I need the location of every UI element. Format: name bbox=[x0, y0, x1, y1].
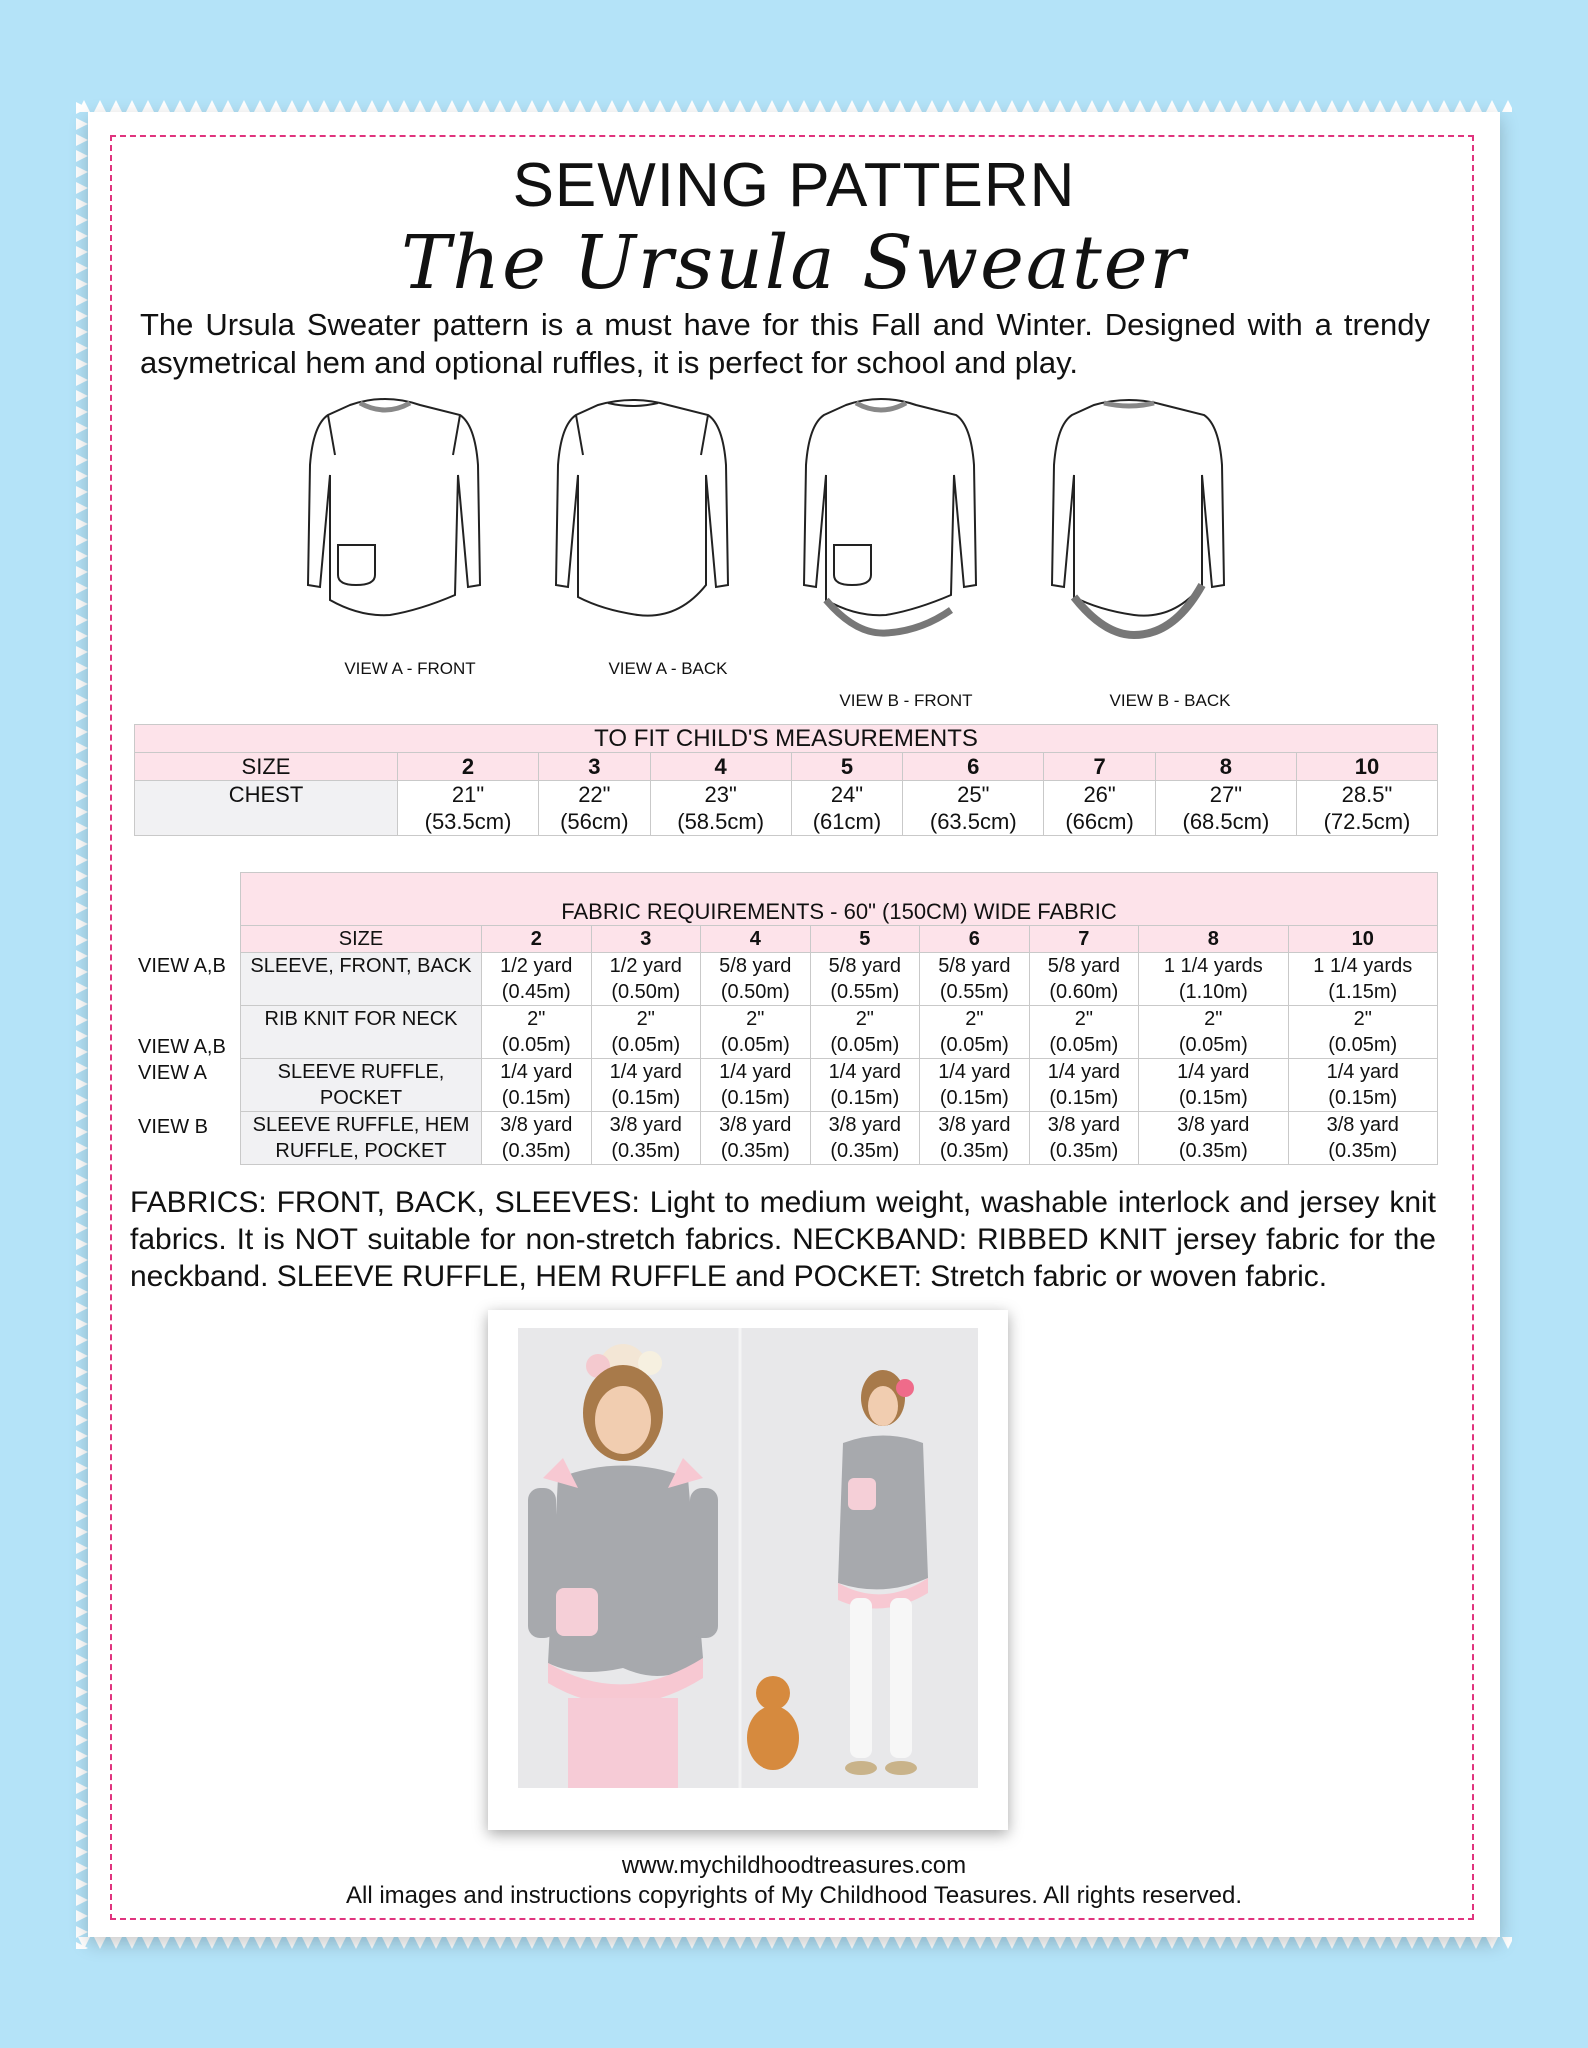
size-cell: 8 bbox=[1219, 754, 1233, 779]
chest-in: 26" bbox=[1083, 782, 1116, 807]
chest-in: 27" bbox=[1209, 782, 1243, 807]
product-photo bbox=[518, 1328, 978, 1788]
yard-value: 2" bbox=[636, 1008, 655, 1030]
yard-value: 1/4 yard bbox=[828, 1061, 901, 1083]
fabric-row bbox=[241, 1059, 1438, 1112]
metric-value: (0.50m) bbox=[720, 981, 790, 1003]
metric-value: (0.05m) bbox=[830, 1034, 900, 1056]
size-cell: 5 bbox=[840, 754, 854, 779]
sketch-view-b-back bbox=[1052, 400, 1224, 635]
yard-value: 2" bbox=[527, 1008, 546, 1030]
yard-value: 5/8 yard bbox=[719, 955, 792, 977]
yard-value: 5/8 yard bbox=[1047, 955, 1120, 977]
sketch-view-a-front bbox=[308, 399, 480, 615]
copyright-text: All images and instructions copyrights of My Childhood Teasures. All rights reserved. bbox=[346, 1882, 1242, 1909]
yard-value: 3/8 yard bbox=[1047, 1114, 1120, 1136]
yard-value: 1/4 yard bbox=[719, 1061, 792, 1083]
size-cell: 10 bbox=[1351, 928, 1374, 950]
metric-value: (1.10m) bbox=[1178, 981, 1248, 1003]
chest-cm: (66cm) bbox=[1065, 809, 1134, 834]
row-label-2: RUFFLE, POCKET bbox=[275, 1140, 447, 1162]
pattern-name: The Ursula Sweater bbox=[401, 220, 1187, 306]
chest-label: CHEST bbox=[135, 781, 398, 836]
sweater-sketches bbox=[280, 385, 1320, 655]
metric-value: (0.05m) bbox=[611, 1034, 681, 1056]
metric-value: (0.35m) bbox=[720, 1140, 790, 1162]
size-cell: 8 bbox=[1207, 928, 1219, 950]
yard-value: 2" bbox=[855, 1008, 874, 1030]
measurements-header: TO FIT CHILD'S MEASUREMENTS bbox=[135, 725, 1438, 753]
chest-in: 21" bbox=[451, 782, 485, 807]
size-cell: 3 bbox=[640, 928, 652, 950]
metric-value: (0.05m) bbox=[1178, 1034, 1248, 1056]
yard-value: 2" bbox=[1204, 1008, 1223, 1030]
metric-value: (0.05m) bbox=[939, 1034, 1009, 1056]
size-cell: 6 bbox=[967, 754, 980, 779]
size-cell: 2 bbox=[530, 928, 542, 950]
fabric-requirements-table bbox=[240, 872, 1438, 1165]
metric-value: (0.15m) bbox=[1328, 1087, 1398, 1109]
yard-value: 1/4 yard bbox=[1326, 1061, 1399, 1083]
fabric-row bbox=[241, 1112, 1438, 1165]
yard-value: 1/2 yard bbox=[500, 955, 573, 977]
size-cell: 7 bbox=[1078, 928, 1090, 950]
metric-value: (0.15m) bbox=[939, 1087, 1009, 1109]
view-label: VIEW B - BACK bbox=[1109, 691, 1231, 710]
view-tag: VIEW A,B bbox=[138, 955, 226, 977]
metric-value: (0.35m) bbox=[1178, 1140, 1248, 1162]
size-cell: 2 bbox=[461, 754, 475, 779]
yard-value: 2" bbox=[1074, 1008, 1093, 1030]
yard-value: 1 1/4 yards bbox=[1313, 955, 1413, 977]
size-cell: 5 bbox=[859, 928, 871, 950]
metric-value: (0.15m) bbox=[611, 1087, 681, 1109]
yard-value: 1/4 yard bbox=[500, 1061, 573, 1083]
metric-value: (0.15m) bbox=[830, 1087, 900, 1109]
fabric-row bbox=[241, 1006, 1438, 1059]
metric-value: (0.35m) bbox=[1049, 1140, 1119, 1162]
yard-value: 3/8 yard bbox=[609, 1114, 682, 1136]
chest-cm: (58.5cm) bbox=[677, 809, 765, 834]
size-cell: 3 bbox=[588, 754, 601, 779]
fabrics-note: FABRICS: FRONT, BACK, SLEEVES: Light to medium weight, washable interlock and jersey knit fabrics. It is NOT suitable for non-stretch fabrics. NECKBAND: RIBBED KNIT jersey fabric for the neckband. SLEEVE RUFFLE, HEM RUFFLE and POCKET: Stretch fabric or woven fabric. bbox=[130, 1186, 1436, 1293]
chest-in: 28.5" bbox=[1341, 782, 1393, 807]
size-label: SIZE bbox=[135, 753, 398, 781]
metric-value: (0.50m) bbox=[611, 981, 681, 1003]
row-label: SLEEVE RUFFLE, POCKET bbox=[277, 1061, 445, 1109]
yard-value: 3/8 yard bbox=[828, 1114, 901, 1136]
yard-value: 5/8 yard bbox=[828, 955, 901, 977]
view-label: VIEW B - FRONT bbox=[839, 691, 973, 710]
yard-value: 3/8 yard bbox=[500, 1114, 573, 1136]
metric-value: (0.15m) bbox=[1049, 1087, 1119, 1109]
metric-value: (1.15m) bbox=[1328, 981, 1398, 1003]
website-link[interactable]: www.mychildhoodtreasures.com bbox=[621, 1852, 967, 1879]
yard-value: 1 1/4 yards bbox=[1163, 955, 1263, 977]
metric-value: (0.05m) bbox=[501, 1034, 571, 1056]
yard-value: 3/8 yard bbox=[1326, 1114, 1399, 1136]
view-tag: VIEW B bbox=[138, 1116, 209, 1138]
yard-value: 3/8 yard bbox=[938, 1114, 1011, 1136]
chest-cm: (63.5cm) bbox=[929, 809, 1017, 834]
metric-value: (0.60m) bbox=[1049, 981, 1119, 1003]
metric-value: (0.15m) bbox=[1178, 1087, 1248, 1109]
size-cell: 7 bbox=[1093, 754, 1106, 779]
chest-cm: (68.5cm) bbox=[1182, 809, 1270, 834]
sketch-view-b-front bbox=[804, 399, 976, 633]
yard-value: 1/4 yard bbox=[1047, 1061, 1120, 1083]
measurements-table bbox=[134, 724, 1438, 836]
size-cell: 10 bbox=[1354, 754, 1380, 779]
size-cell: 6 bbox=[968, 928, 980, 950]
metric-value: (0.35m) bbox=[501, 1140, 571, 1162]
metric-value: (0.05m) bbox=[1328, 1034, 1398, 1056]
photo-illustration bbox=[518, 1328, 978, 1788]
metric-value: (0.55m) bbox=[939, 981, 1009, 1003]
yard-value: 2" bbox=[1353, 1008, 1372, 1030]
chest-cm: (61cm) bbox=[812, 809, 882, 834]
yard-value: 1/4 yard bbox=[1177, 1061, 1250, 1083]
fabric-row bbox=[241, 953, 1438, 1006]
yard-value: 3/8 yard bbox=[1177, 1114, 1250, 1136]
metric-value: (0.05m) bbox=[720, 1034, 790, 1056]
view-label: VIEW A - FRONT bbox=[344, 659, 476, 678]
chest-in: 22" bbox=[578, 782, 611, 807]
row-label: RIB KNIT FOR NECK bbox=[264, 1008, 458, 1030]
metric-value: (0.35m) bbox=[830, 1140, 900, 1162]
metric-value: (0.55m) bbox=[830, 981, 900, 1003]
size-cell: 4 bbox=[749, 928, 761, 950]
chest-in: 23" bbox=[704, 782, 737, 807]
metric-value: (0.35m) bbox=[611, 1140, 681, 1162]
chest-cm: (56cm) bbox=[560, 809, 629, 834]
view-tag: VIEW A,B bbox=[138, 1036, 226, 1058]
yard-value: 3/8 yard bbox=[719, 1114, 792, 1136]
fabric-header: FABRIC REQUIREMENTS - 60" (150CM) WIDE FABRIC bbox=[241, 873, 1438, 926]
intro-text: The Ursula Sweater pattern is a must have for this Fall and Winter. Designed with a trendy asymetrical hem and optional ruffles, it is perfect for school and play. bbox=[140, 307, 1430, 380]
chest-in: 24" bbox=[830, 782, 864, 807]
yard-value: 1/4 yard bbox=[938, 1061, 1011, 1083]
view-tag: VIEW A bbox=[138, 1062, 207, 1084]
metric-value: (0.15m) bbox=[720, 1087, 790, 1109]
row-label: SLEEVE RUFFLE, HEM bbox=[252, 1114, 470, 1136]
chest-in: 25" bbox=[957, 782, 990, 807]
sketch-view-a-back bbox=[556, 400, 728, 616]
metric-value: (0.15m) bbox=[501, 1087, 571, 1109]
page-title: SEWING PATTERN bbox=[512, 151, 1076, 220]
chest-cm: (53.5cm) bbox=[424, 809, 512, 834]
metric-value: (0.45m) bbox=[501, 981, 571, 1003]
size-label: SIZE bbox=[241, 926, 482, 953]
view-label: VIEW A - BACK bbox=[608, 659, 728, 678]
yard-value: 1/2 yard bbox=[609, 955, 682, 977]
size-cell: 4 bbox=[714, 754, 727, 779]
metric-value: (0.35m) bbox=[1328, 1140, 1398, 1162]
row-label: SLEEVE, FRONT, BACK bbox=[250, 955, 472, 977]
yard-value: 5/8 yard bbox=[938, 955, 1011, 977]
yard-value: 2" bbox=[965, 1008, 984, 1030]
metric-value: (0.05m) bbox=[1049, 1034, 1119, 1056]
metric-value: (0.35m) bbox=[939, 1140, 1009, 1162]
yard-value: 1/4 yard bbox=[609, 1061, 682, 1083]
yard-value: 2" bbox=[746, 1008, 765, 1030]
chest-cm: (72.5cm) bbox=[1323, 809, 1411, 834]
